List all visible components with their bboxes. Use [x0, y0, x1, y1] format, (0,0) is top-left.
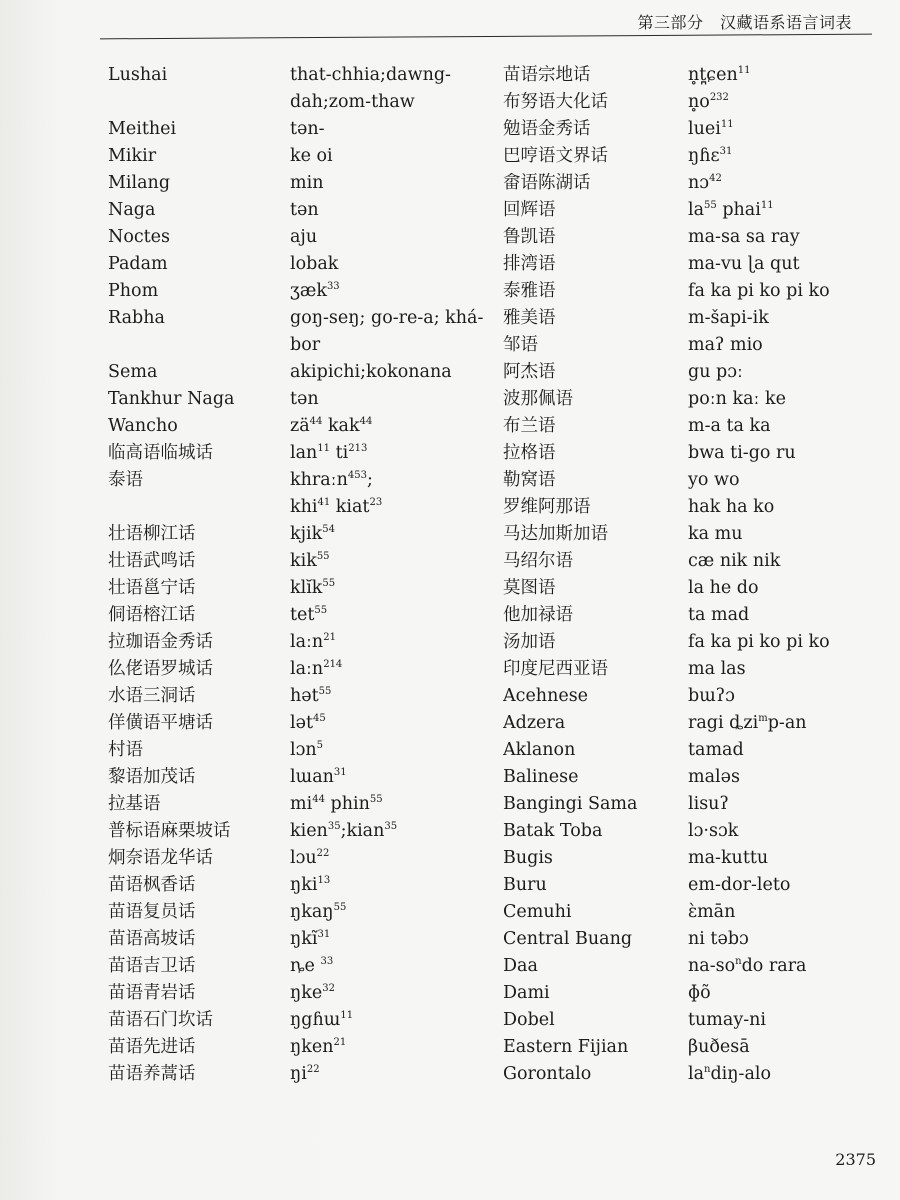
tone-superscript: 41: [317, 497, 331, 508]
tone-superscript: 11: [737, 65, 751, 76]
word-text: tumay-ni: [688, 1010, 766, 1030]
word-text: lət: [290, 713, 313, 733]
tone-superscript: 55: [314, 605, 328, 616]
language-name: 黎语加茂话: [108, 767, 196, 787]
word-entry: [688, 143, 898, 170]
word-text: ŋgɦɯ: [290, 1010, 341, 1030]
tone-superscript: 55: [369, 794, 383, 805]
language-name: 马绍尔语: [503, 551, 573, 571]
language-name: 邹语: [503, 335, 538, 355]
tone-superscript: 55: [316, 551, 330, 562]
word-text: poːn kaː ke: [688, 389, 786, 409]
language-name: Rabha: [108, 308, 165, 328]
tone-superscript: 55: [704, 200, 717, 211]
word-entry: [688, 575, 898, 602]
word-text: ʒæk: [290, 281, 327, 301]
tone-superscript: 11: [317, 443, 331, 454]
word-text: p-an: [767, 713, 807, 733]
language-name: 壮语柳江话: [108, 524, 196, 544]
word-entry: [688, 845, 898, 872]
word-entry: [688, 440, 898, 467]
word-text: ma las: [688, 659, 746, 679]
language-name: Sema: [108, 362, 158, 382]
language-name: 苗语青岩话: [108, 983, 196, 1003]
word-text: fa ka pi ko pi ko: [688, 281, 830, 301]
word-text: ni təbɔ: [688, 929, 749, 949]
word-entry: [688, 926, 898, 953]
word-text: phai: [716, 200, 761, 220]
word-text: goŋ-seŋ; go-re-a; khá-bor: [290, 308, 484, 355]
language-name: 水语三洞话: [108, 686, 196, 706]
language-name: 波那佩语: [503, 389, 573, 409]
tone-superscript: 11: [760, 200, 774, 211]
word-entry: [688, 278, 898, 305]
word-entry: [688, 710, 898, 737]
word-entry: [290, 359, 500, 386]
tone-superscript: 23: [369, 497, 383, 508]
word-text: gu pɔː: [688, 362, 743, 382]
word-text: klĭk: [290, 578, 323, 598]
word-text: hak ha ko: [688, 497, 775, 517]
tone-superscript: 21: [323, 632, 336, 643]
language-column-2: [503, 62, 713, 1088]
word-text: maləs: [688, 767, 740, 787]
word-text: lɔn: [290, 740, 317, 760]
word-column-1: [290, 62, 500, 1088]
word-entry: [688, 386, 898, 413]
language-name: 马达加斯加语: [503, 524, 608, 544]
language-name: Tankhur Naga: [108, 389, 235, 409]
language-name: 拉珈语金秀话: [108, 632, 213, 652]
word-text: bɯʔɔ: [688, 686, 735, 706]
tone-superscript: 44: [312, 794, 325, 805]
word-entry: [688, 1007, 898, 1034]
tone-superscript: 31: [719, 146, 733, 157]
language-name: 壮语邕宁话: [108, 578, 196, 598]
language-name: 苗语养蒿话: [108, 1064, 196, 1084]
language-name: Cemuhi: [503, 902, 572, 922]
word-entry: [688, 1034, 898, 1061]
language-name: 临高语临城话: [108, 443, 213, 463]
word-text: akipichi;kokonana: [290, 362, 452, 382]
word-entry: [290, 872, 500, 899]
word-entry: [688, 359, 898, 386]
word-text: ŋɦɛ: [688, 146, 720, 166]
language-name: 他加禄语: [503, 605, 573, 625]
language-name: 苗语复员话: [108, 902, 196, 922]
word-text: la: [688, 1064, 705, 1084]
word-entry: [688, 332, 898, 359]
word-text: ŋkĩ: [290, 929, 318, 949]
tone-superscript: 32: [322, 983, 335, 994]
language-name: 勒窝语: [503, 470, 556, 490]
word-entry: [290, 143, 500, 170]
word-text: em-dor-leto: [688, 875, 791, 895]
word-entry: [688, 629, 898, 656]
word-text: cæ nik nik: [688, 551, 781, 571]
word-text: that-chhia;dawng-dah;zom-thaw: [290, 65, 451, 112]
word-text: bwa ti-go ru: [688, 443, 796, 463]
word-entry: [290, 899, 500, 926]
language-name: 仫佬语罗城话: [108, 659, 213, 679]
language-name: Phom: [108, 281, 159, 301]
word-text: lɔ·sɔk: [688, 821, 739, 841]
language-name: 回辉语: [503, 200, 556, 220]
word-text: ma-sa sa ray: [688, 227, 800, 247]
word-text: m-a ta ka: [688, 416, 771, 436]
tone-superscript: 232: [709, 92, 729, 103]
word-text: ma-vu ɭa qut: [688, 254, 800, 274]
word-entry: [688, 467, 898, 494]
language-name: Dobel: [503, 1010, 555, 1030]
tone-superscript: 453: [347, 470, 367, 481]
word-text: phin: [324, 794, 370, 814]
word-text: fa ka pi ko pi ko: [688, 632, 830, 652]
word-text: ti: [330, 443, 349, 463]
word-text: aju: [290, 227, 318, 247]
tone-superscript: 44: [359, 416, 373, 427]
word-entry: [290, 1007, 500, 1034]
word-entry: [688, 494, 898, 521]
language-name: Acehnese: [503, 686, 589, 706]
word-text: la he do: [688, 578, 759, 598]
language-name: Central Buang: [503, 929, 633, 949]
word-text: mi: [290, 794, 313, 814]
language-name: Buru: [503, 875, 547, 895]
language-name: 苗语宗地话: [503, 65, 591, 85]
language-name: 苗语高坡话: [108, 929, 196, 949]
tone-superscript: 21: [333, 1037, 347, 1048]
word-text: tən-: [290, 119, 325, 139]
word-column-2: [688, 62, 898, 1088]
word-text: min: [290, 173, 324, 193]
word-entry: [290, 953, 500, 980]
language-name: Batak Toba: [503, 821, 603, 841]
language-name: 壮语武鸣话: [108, 551, 196, 571]
language-name: 莫图语: [503, 578, 556, 598]
word-entry: [290, 467, 500, 521]
word-entry: [290, 926, 500, 953]
word-text: lɯan: [290, 767, 334, 787]
language-name: Naga: [108, 200, 156, 220]
tone-superscript: 33: [320, 956, 334, 967]
tone-superscript: 31: [317, 929, 331, 940]
language-name: 村语: [108, 740, 143, 760]
word-text: ragi ȡzi: [688, 713, 759, 733]
word-text: lobak: [290, 254, 339, 274]
language-name: Dami: [503, 983, 550, 1003]
word-entry: [290, 710, 500, 737]
tone-superscript: 31: [333, 767, 347, 778]
tone-superscript: n: [704, 1064, 711, 1075]
word-text: n̥o: [688, 92, 710, 112]
word-text: ŋkaŋ: [290, 902, 334, 922]
word-text: βuðesā: [688, 1037, 750, 1057]
word-entry: [290, 980, 500, 1007]
tone-superscript: 33: [326, 281, 340, 292]
word-entry: [290, 845, 500, 872]
word-text: ɛ̀mān: [688, 902, 736, 922]
tone-superscript: 35: [327, 821, 341, 832]
word-text: n̥t̪ɕen: [688, 65, 738, 85]
word-entry: [688, 791, 898, 818]
word-text: ke oi: [290, 146, 333, 166]
language-name: Mikir: [108, 146, 157, 166]
tone-superscript: n: [735, 956, 742, 967]
tone-superscript: 22: [306, 1064, 320, 1075]
word-text: ;: [366, 470, 373, 490]
language-name: Aklanon: [503, 740, 576, 760]
tone-superscript: 5: [316, 740, 324, 751]
tone-superscript: 13: [317, 875, 331, 886]
word-entry: [688, 62, 898, 89]
word-entry: [290, 440, 500, 467]
word-text: kik: [290, 551, 317, 571]
word-text: tən: [290, 389, 319, 409]
word-entry: [688, 89, 898, 116]
tone-superscript: 11: [720, 119, 734, 130]
word-text: ŋi: [290, 1064, 307, 1084]
language-name: 鲁凯语: [503, 227, 556, 247]
word-text: hət: [290, 686, 319, 706]
word-entry: [688, 953, 898, 980]
word-entry: [688, 737, 898, 764]
word-entry: [290, 116, 500, 143]
word-text: la: [688, 200, 705, 220]
word-entry: [688, 1061, 898, 1088]
tone-superscript: 11: [340, 1010, 354, 1021]
word-entry: [688, 899, 898, 926]
language-name: 印度尼西亚语: [503, 659, 608, 679]
word-entry: [290, 1061, 500, 1088]
tone-superscript: 213: [348, 443, 368, 454]
language-name: 罗维阿那语: [503, 497, 591, 517]
word-text: do rara: [741, 956, 807, 976]
word-entry: [290, 224, 500, 251]
word-entry: [688, 872, 898, 899]
word-entry: [290, 629, 500, 656]
word-entry: [290, 278, 500, 305]
word-entry: [688, 602, 898, 629]
language-name: 苗语石门坎话: [108, 1010, 213, 1030]
word-entry: [290, 575, 500, 602]
word-entry: [688, 521, 898, 548]
word-entry: [290, 62, 500, 116]
language-name: 拉格语: [503, 443, 556, 463]
word-text: zä: [290, 416, 310, 436]
word-entry: [290, 548, 500, 575]
language-name: Wancho: [108, 416, 178, 436]
word-entry: [290, 683, 500, 710]
tone-superscript: 54: [322, 524, 335, 535]
language-name: 泰语: [108, 470, 143, 490]
language-name: 泰雅语: [503, 281, 556, 301]
word-text: kiat: [330, 497, 370, 517]
language-name: 炯奈语龙华话: [108, 848, 213, 868]
word-entry: [290, 818, 500, 845]
language-name: Noctes: [108, 227, 171, 247]
word-entry: [290, 764, 500, 791]
language-name: Meithei: [108, 119, 177, 139]
word-entry: [688, 980, 898, 1007]
language-name: 畲语陈湖话: [503, 173, 591, 193]
tone-superscript: 55: [333, 902, 347, 913]
word-entry: [688, 197, 898, 224]
language-name: 巴哼语文界话: [503, 146, 608, 166]
word-entry: [290, 170, 500, 197]
word-entry: [688, 305, 898, 332]
word-text: na-so: [688, 956, 736, 976]
language-name: 雅美语: [503, 308, 556, 328]
language-name: Padam: [108, 254, 168, 274]
word-text: kien: [290, 821, 328, 841]
tone-superscript: 55: [322, 578, 336, 589]
language-name: Bugis: [503, 848, 553, 868]
word-text: diŋ-alo: [710, 1064, 772, 1084]
word-entry: [688, 683, 898, 710]
word-text: ma-kuttu: [688, 848, 769, 868]
word-entry: [688, 656, 898, 683]
word-entry: [290, 413, 500, 440]
word-entry: [290, 386, 500, 413]
language-name: 拉基语: [108, 794, 161, 814]
word-entry: [290, 791, 500, 818]
word-entry: [688, 224, 898, 251]
language-name: 汤加语: [503, 632, 556, 652]
header-rule: [100, 34, 872, 40]
word-text: ɸõ: [688, 983, 711, 1003]
language-name: 勉语金秀话: [503, 119, 591, 139]
word-text: ŋki: [290, 875, 318, 895]
language-name: 排湾语: [503, 254, 556, 274]
language-name: 布兰语: [503, 416, 556, 436]
language-name: 侗语榕江话: [108, 605, 196, 625]
language-name: 普标语麻栗坡话: [108, 821, 231, 841]
word-text: ta mad: [688, 605, 750, 625]
word-text: ;kian: [340, 821, 385, 841]
language-name: Adzera: [503, 713, 566, 733]
word-entry: [688, 818, 898, 845]
word-text: lɔu: [290, 848, 317, 868]
word-text: m-šapi-ik: [688, 308, 769, 328]
running-header: 第三部分 汉藏语系语言词表: [637, 13, 852, 32]
page-number: 2375: [835, 1150, 876, 1169]
tone-superscript: 45: [313, 713, 326, 724]
word-text: maʔ mio: [688, 335, 763, 355]
language-name: Milang: [108, 173, 171, 193]
word-text: luei: [688, 119, 721, 139]
tone-superscript: 55: [318, 686, 332, 697]
word-text: ȵe: [290, 956, 321, 976]
word-entry: [688, 548, 898, 575]
language-name: 布努语大化话: [503, 92, 608, 112]
word-entry: [688, 116, 898, 143]
word-text: tən: [290, 200, 319, 220]
language-name: Gorontalo: [503, 1064, 592, 1084]
word-entry: [688, 413, 898, 440]
word-text: lan: [290, 443, 318, 463]
word-text: tamad: [688, 740, 744, 760]
word-entry: [688, 251, 898, 278]
language-name: 阿杰语: [503, 362, 556, 382]
tone-superscript: 35: [384, 821, 398, 832]
word-text: ka mu: [688, 524, 743, 544]
word-text: laːn: [290, 659, 324, 679]
language-name: Bangingi Sama: [503, 794, 638, 814]
word-text: khi: [290, 497, 318, 517]
word-text: lisuʔ: [688, 794, 729, 814]
language-name: Eastern Fijian: [503, 1037, 629, 1057]
word-entry: [290, 521, 500, 548]
word-text: ŋke: [290, 983, 323, 1003]
word-entry: [290, 305, 500, 359]
word-entry: [290, 197, 500, 224]
word-entry: [688, 170, 898, 197]
language-name: Daa: [503, 956, 538, 976]
word-text: tet: [290, 605, 315, 625]
tone-superscript: 214: [323, 659, 343, 670]
word-text: khraːn: [290, 470, 348, 490]
tone-superscript: m: [758, 713, 768, 724]
word-entry: [290, 656, 500, 683]
word-text: ŋken: [290, 1037, 334, 1057]
language-name: 苗语先进话: [108, 1037, 196, 1057]
word-text: kak: [322, 416, 360, 436]
tone-superscript: 22: [316, 848, 330, 859]
language-name: Balinese: [503, 767, 579, 787]
language-name: 苗语吉卫话: [108, 956, 196, 976]
word-text: yo wo: [688, 470, 740, 490]
word-text: laːn: [290, 632, 324, 652]
word-entry: [290, 737, 500, 764]
tone-superscript: 44: [309, 416, 323, 427]
tone-superscript: 42: [709, 173, 722, 184]
word-entry: [290, 1034, 500, 1061]
word-text: kjik: [290, 524, 323, 544]
word-entry: [290, 602, 500, 629]
word-text: nɔ: [688, 173, 710, 193]
word-entry: [688, 764, 898, 791]
word-entry: [290, 251, 500, 278]
language-name: 佯僙语平塘话: [108, 713, 213, 733]
language-name: 苗语枫香话: [108, 875, 196, 895]
language-name: Lushai: [108, 65, 168, 85]
